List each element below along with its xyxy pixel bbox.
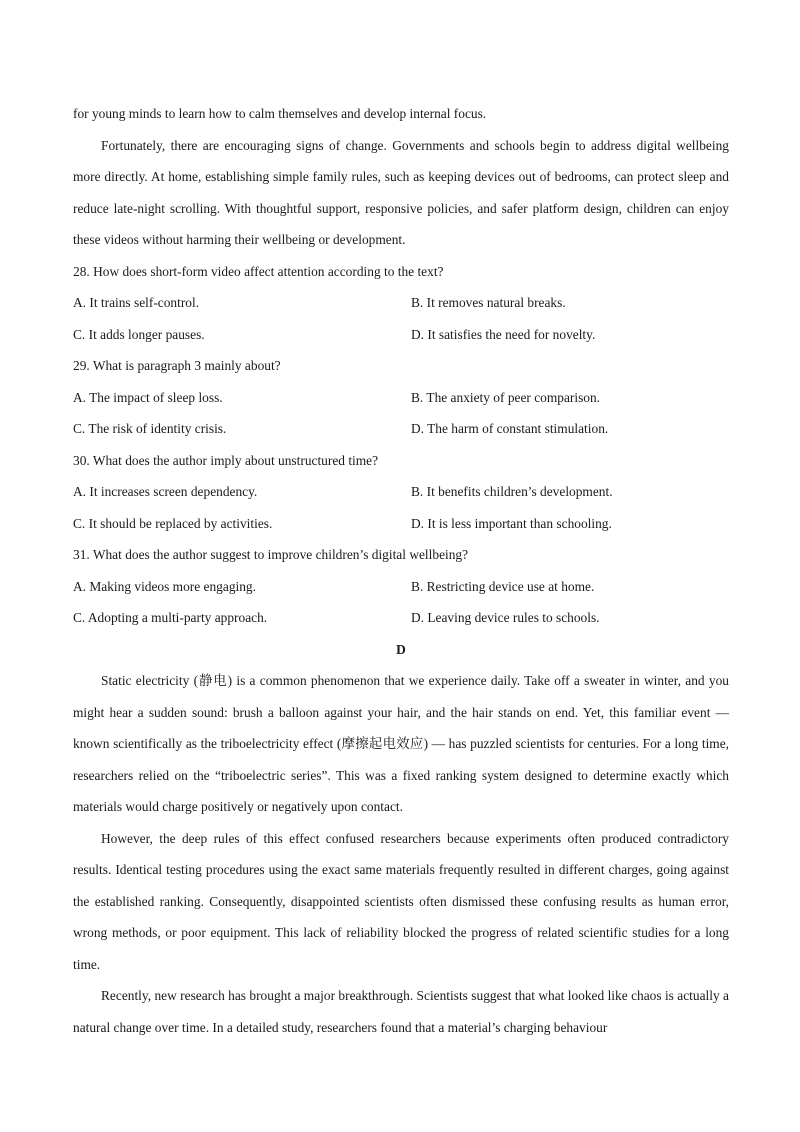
option-b[interactable]: B. The anxiety of peer comparison. (411, 389, 601, 405)
option-a[interactable]: A. Making videos more engaging. (73, 578, 256, 594)
question-31 (73, 545, 729, 640)
question-29 (73, 356, 729, 451)
option-a[interactable]: A. It trains self-control. (73, 295, 200, 310)
question-28 (73, 262, 729, 357)
question-stem: 31. What does the author suggest to improve children’s digital wellbeing? (73, 547, 469, 562)
passage-c-paragraph-end: for young minds to learn how to calm themselves and develop internal focus. (73, 106, 487, 121)
question-stem: 28. How does short-form video affect attention according to the text? (73, 263, 444, 279)
option-a[interactable]: A. It increases screen dependency. (73, 484, 258, 499)
option-a[interactable]: A. The impact of sleep loss. (73, 389, 223, 405)
option-d[interactable]: D. It satisfies the need for novelty. (411, 326, 596, 342)
option-d[interactable]: D. The harm of constant stimulation. (411, 421, 609, 436)
exam-page (73, 104, 729, 1049)
option-d[interactable]: D. Leaving device rules to schools. (411, 610, 600, 625)
option-b[interactable]: B. It removes natural breaks. (411, 295, 566, 310)
passage-d-title: D (396, 641, 406, 657)
option-c[interactable]: C. Adopting a multi-party approach. (73, 610, 268, 625)
passage-c-last-paragraph: Fortunately, there are encouraging signs of change. Governments and schools begin to address digital wellbeing more directly. At home, establishing simple family rules, such as keeping devices out of bedrooms, can protect sleep and reduce late-night scrolling. With thoughtful support, responsive policies, and safer platform design, children can enjoy these videos without harming their wellbeing or development. (73, 137, 729, 248)
passage-d-paragraph-1: Static electricity (静电) is a common phenomenon that we experience daily. Take off a sweater in winter, and you might hear a sudden sound: brush a balloon against your hair, and the hair stands on end. Yet, this familiar event — known scientifically as the triboelectricity effect (摩擦起电效应) — has puzzled scientists for centuries. For a long time, researchers relied on the “triboelectric series”. This was a fixed ranking system designed to determine exactly which materials would charge positively or negatively upon contact. (73, 673, 729, 815)
passage-d-paragraph-2: However, the deep rules of this effect confused researchers because experiments often produced contradictory results. Identical testing procedures using the exact same materials frequently resulted in different charges, going against the established ranking. Consequently, disappointed scientists often dismissed these confusing results as human error, wrong methods, or poor equipment. This lack of reliability blocked the progress of related scientific studies for a long time. (73, 830, 729, 972)
question-stem: 30. What does the author imply about unstructured time? (73, 452, 379, 468)
question-30 (73, 451, 729, 546)
option-c[interactable]: C. It adds longer pauses. (73, 326, 205, 342)
option-b[interactable]: B. Restricting device use at home. (411, 578, 595, 594)
option-b[interactable]: B. It benefits children’s development. (411, 484, 613, 499)
option-d[interactable]: D. It is less important than schooling. (411, 515, 612, 531)
option-c[interactable]: C. It should be replaced by activities. (73, 515, 273, 531)
passage-d-paragraph-3: Recently, new research has brought a major breakthrough. Scientists suggest that what looked like chaos is actually a natural change over time. In a detailed study, researchers found that a material’s charging behaviour (73, 988, 729, 1035)
option-c[interactable]: C. The risk of identity crisis. (73, 421, 227, 436)
question-stem: 29. What is paragraph 3 mainly about? (73, 358, 281, 373)
